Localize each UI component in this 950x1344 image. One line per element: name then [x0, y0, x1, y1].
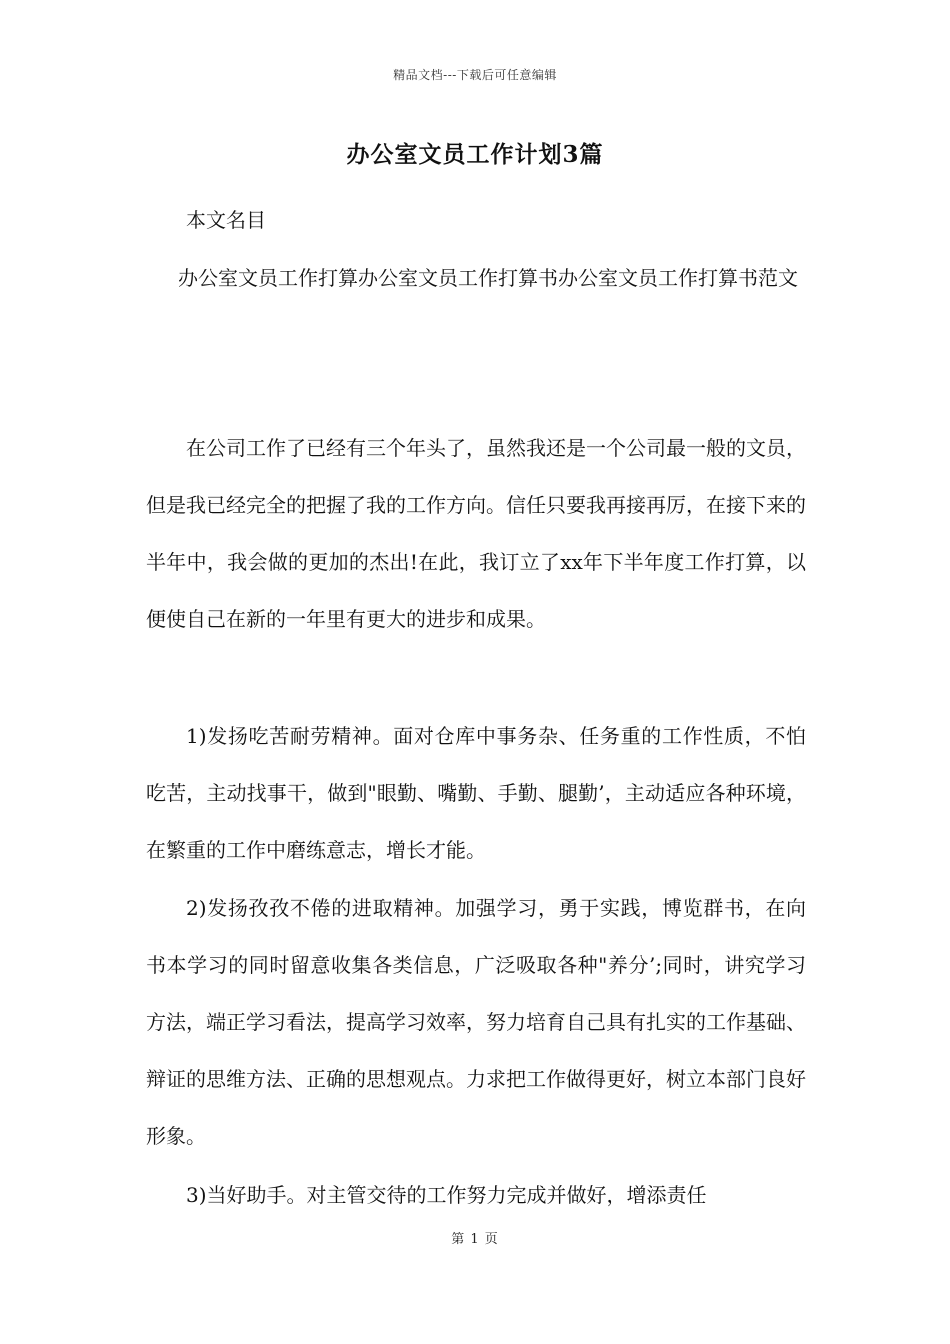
- document-title: 办公室文员工作计划3篇: [346, 141, 604, 168]
- toc-heading: 本文名目: [186, 208, 266, 232]
- toc-list: 办公室文员工作打算办公室文员工作打算书办公室文员工作打算书范文: [178, 266, 798, 290]
- paragraph-intro: 在公司工作了已经有三个年头了，虽然我还是一个公司最一般的文员，但是我已经完全的把握了我的工作方向。信任只要我再接再厉，在接下来的半年中，我会做的更加的杰出!在此，我订立了xx年下半年度工作打算，以便使自己在新的一年里有更大的进步和成果。: [146, 436, 806, 631]
- page-header-note: 精品文档---下载后可任意编辑: [393, 68, 557, 82]
- paragraph-point-1: 1)发扬吃苦耐劳精神。面对仓库中事务杂、任务重的工作性质，不怕吃苦，主动找事干，做到"眼勤、嘴勤、手勤、腿勤’，主动适应各种环境，在繁重的工作中磨练意志，增长才能。: [146, 724, 806, 862]
- paragraph-point-2: 2)发扬孜孜不倦的进取精神。加强学习，勇于实践，博览群书，在向书本学习的同时留意收集各类信息，广泛吸取各种"养分’;同时，讲究学习方法，端正学习看法，提高学习效率，努力培育自己具有扎实的工作基础、辩证的思维方法、正确的思想观点。力求把工作做得更好，树立本部门良好形象。: [146, 896, 806, 1148]
- paragraph-point-3: 3)当好助手。对主管交待的工作努力完成并做好，增添责任: [186, 1183, 707, 1207]
- page-number: 第 1 页: [451, 1232, 499, 1247]
